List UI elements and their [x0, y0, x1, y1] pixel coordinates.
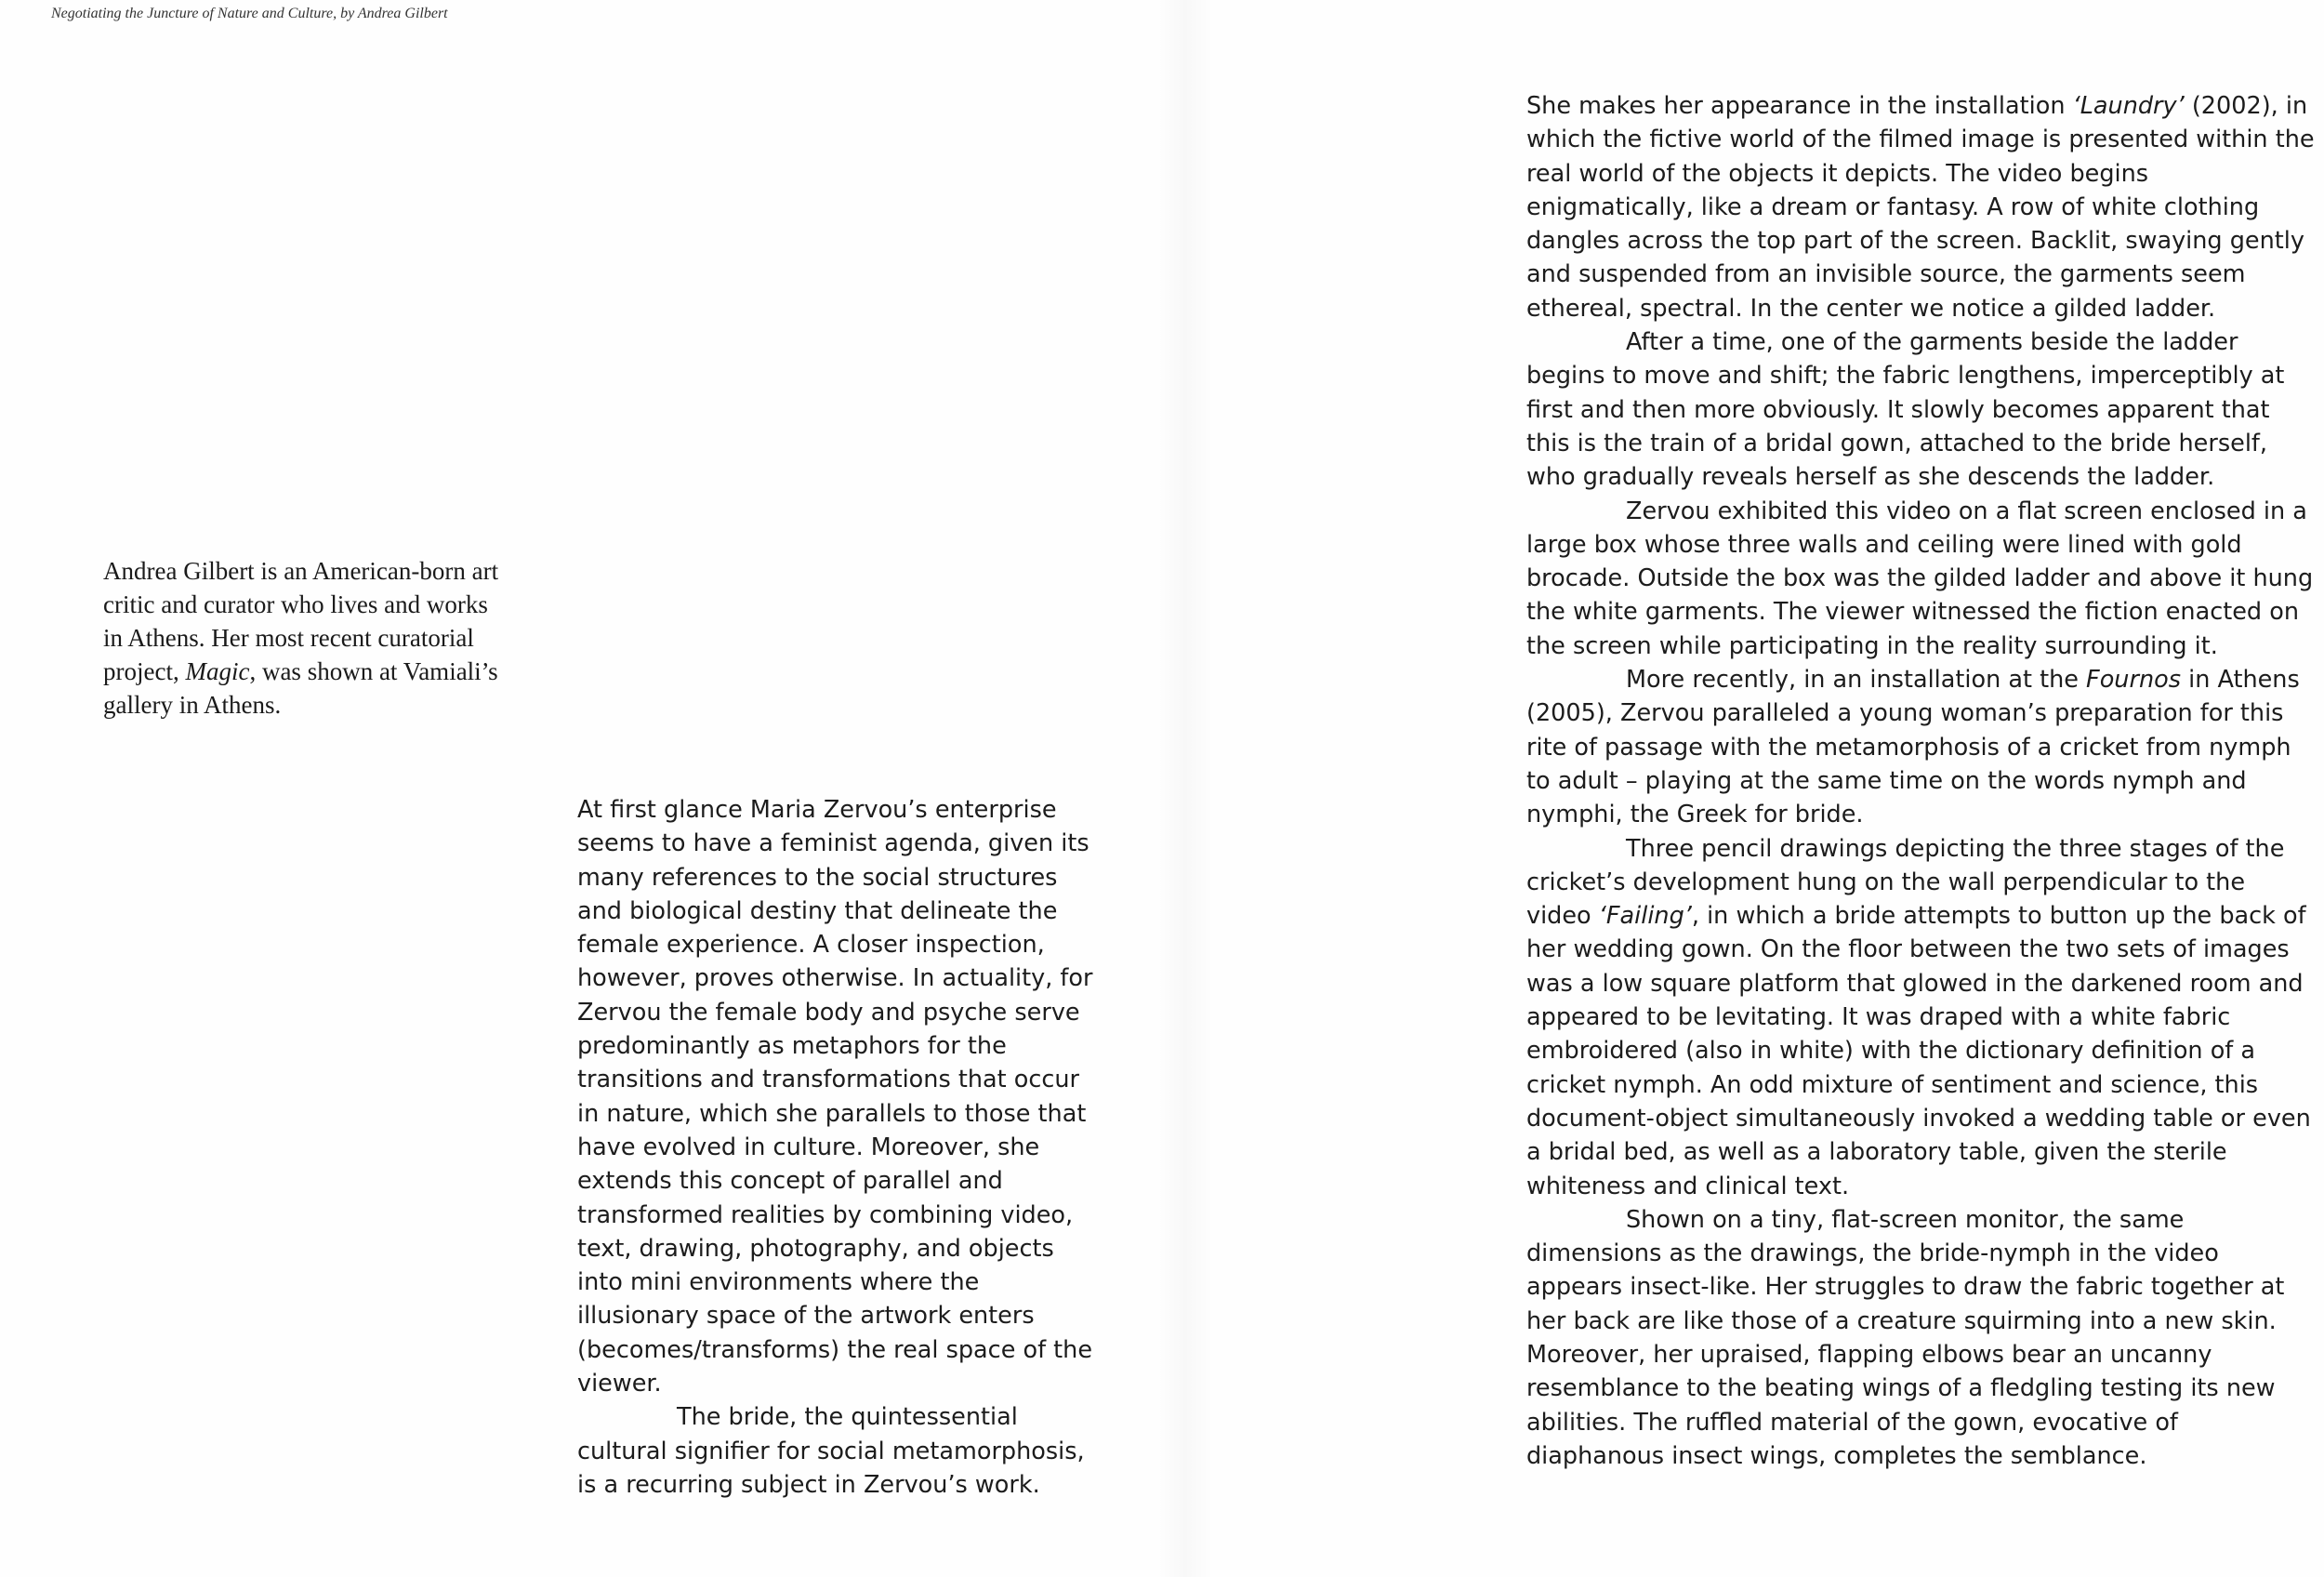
running-head: Negotiating the Juncture of Nature and Culture, by Andrea Gilbert	[51, 6, 448, 21]
artwork-title: ‘Laundry’	[2072, 92, 2185, 120]
artwork-title: ‘Failing’	[1598, 902, 1692, 931]
paragraph: The bride, the quintessential cultural signifier for social metamorphosis, is a recurring subject in Zervou’s work.	[577, 1403, 1085, 1499]
paragraph	[1526, 832, 2317, 1203]
article-column-right	[1526, 89, 2317, 1473]
text-run: More recently, in an installation at the	[1626, 666, 2087, 695]
author-bio	[103, 554, 512, 722]
text-run: (2002), in which the fictive world of the filmed image is presented within the real world of the objects it depicts. The video begins enigmatically, like a dream or fantasy. A row of white clothing dangles across the top part of the screen. Backlit, swaying gently and suspended from an invisible source, the garments seem ethereal, spectral. In the center we notice a gilded ladder.	[1526, 92, 2315, 323]
text-run: She makes her appearance in the installation	[1526, 92, 2073, 120]
text-run: in Athens (2005), Zervou paralleled a young woman’s preparation for this rite of passage with the metamorphosis of a cricket from nymph to adult – playing at the same time on the words nymph and nymphi, the Greek for bride.	[1526, 666, 2300, 829]
page-gutter	[1157, 0, 1213, 1577]
venue-name: Fournos	[2086, 666, 2181, 695]
bio-text-part1: Andrea Gilbert is an American-born art critic and curator who lives and works in Athens. Her most recent curatorial project,	[103, 557, 499, 685]
paragraph: After a time, one of the garments beside the ladder begins to move and shift; the fabric lengthens, imperceptibly at first and then more obviously. It slowly becomes apparent that this is the train of a bridal gown, attached to the bride herself, who gradually reveals herself as she descends the ladder.	[1526, 328, 2285, 492]
bio-project-title: Magic	[185, 657, 250, 685]
paragraph: Shown on a tiny, flat-screen monitor, the same dimensions as the drawings, the bride-nymph in the video appears insect-like. Her struggles to draw the fabric together at her back are like those of a creature squirming into a new skin. Moreover, her upraised, flapping elbows bear an uncanny resemblance to the beating wings of a fledgling testing its new abilities. The ruffled material of the gown, evocative of diaphanous insect wings, completes the semblance.	[1526, 1205, 2285, 1470]
text-run: , in which a bride attempts to button up the back of her wedding gown. On the floor between the two sets of images was a low square platform that glowed in the darkened room and appeared to be levitating. It was draped with a white fabric embroidered (also in white) with the dictionary definition of a cricket nymph. An odd mixture of sentiment and science, this document-object simultaneously invoked a wedding table or even a bridal bed, as well as a laboratory table, given the sterile whiteness and clinical text.	[1526, 902, 2311, 1200]
paragraph: At first glance Maria Zervou’s enterprise seems to have a feminist agenda, given its many references to the social structures and biological destiny that delineate the female experience. A closer inspection, however, proves otherwise. In actuality, for Zervou the female body and psyche serve predominantly as metaphors for the transitions and transformations that occur in nature, which she parallels to those that have evolved in culture. Moreover, she extends this concept of parallel and transformed realities by combining video, text, drawing, photography, and objects into mini environments where the illusionary space of the artwork enters (becomes/transforms) the real space of the viewer.	[577, 796, 1093, 1398]
article-column-left	[577, 793, 1098, 1502]
paragraph	[1526, 663, 2317, 831]
bio-text-part2: , was shown at Vamiali’s gallery in Athens.	[103, 657, 498, 719]
text-run: Three pencil drawings depicting the three stages of the cricket’s development hung on the wall perpendicular to the video	[1526, 834, 2285, 931]
paragraph	[1526, 89, 2317, 325]
bio-text	[103, 554, 512, 722]
paragraph: Zervou exhibited this video on a flat screen enclosed in a large box whose three walls and ceiling were lined with gold brocade. Outside the box was the gilded ladder and above it hung the white garments. The viewer witnessed the fiction enacted on the screen while participating in the reality surrounding it.	[1526, 497, 2314, 660]
